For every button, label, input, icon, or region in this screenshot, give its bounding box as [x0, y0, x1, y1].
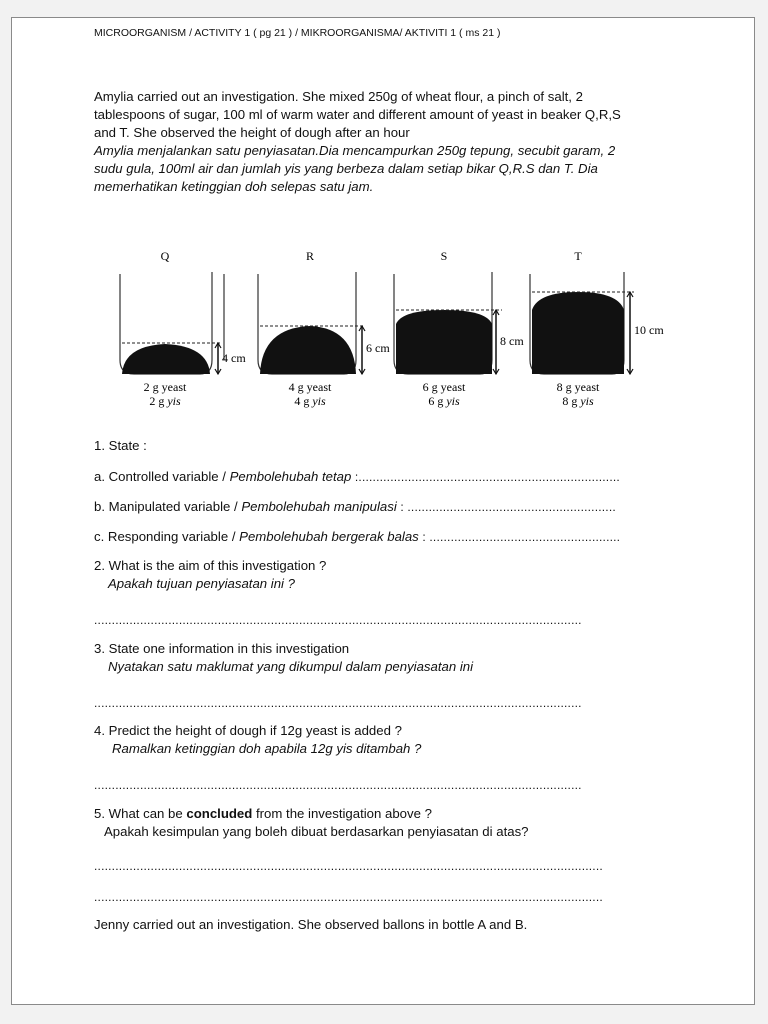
beaker-t-label: T [574, 249, 582, 263]
q1c-answer-field[interactable]: : ...................................................... [418, 530, 621, 544]
beaker-q-yeast-ms-word: yis [167, 394, 181, 408]
q1-title: 1. State : [94, 438, 147, 453]
q5-bold: concluded [186, 806, 253, 821]
beaker-figure [112, 240, 672, 420]
q1a-answer-field[interactable]: :.......................................................................... [351, 470, 620, 484]
beaker-s-yeast-en: 6 g yeast [422, 380, 466, 394]
q1b-line [94, 498, 616, 516]
q1b-prefix: b. Manipulated variable / [94, 499, 242, 514]
q2-answer-field[interactable]: .......................................................................................................................................... [94, 613, 582, 627]
intro-en-line-2: tablespoons of sugar, 100 ml of warm water and different amount of yeast in beaker Q,R,S [94, 107, 621, 122]
intro-ms-line-3: memerhatikan ketinggian doh selepas satu jam. [94, 179, 374, 194]
page-header: MICROORGANISM / ACTIVITY 1 ( pg 21 ) / MIKROORGANISMA/ AKTIVITI 1 ( ms 21 ) [94, 27, 501, 39]
beaker-r-yeast-en: 4 g yeast [288, 380, 332, 394]
q4-en: 4. Predict the height of dough if 12g yeast is added ? [94, 723, 402, 738]
beaker-q-height: 4 cm [222, 351, 246, 365]
beaker-s-label: S [440, 249, 448, 263]
q1b-answer-field[interactable]: : ........................................................... [396, 500, 616, 514]
q3-answer-field[interactable]: .......................................................................................................................................... [94, 696, 582, 710]
q5-answer-field-1[interactable]: ................................................................................................................................................ [94, 859, 603, 873]
q1b-ms: Pembolehubah manipulasi [241, 499, 397, 514]
q2-en: 2. What is the aim of this investigation ? [94, 558, 327, 573]
q4-ms: Ramalkan ketinggian doh apabila 12g yis ditambah ? [112, 741, 422, 756]
beaker-t-yeast-en: 8 g yeast [556, 380, 600, 394]
beaker-q-yeast-ms-num: 2 g [149, 394, 165, 408]
beaker-r-height: 6 cm [366, 341, 390, 355]
worksheet-page [11, 17, 755, 1005]
beaker-r-label: R [305, 249, 315, 263]
intro-ms-line-2: sudu gula, 100ml air dan jumlah yis yang berbeza dalam setiap bikar Q,R.S dan T. Dia [94, 161, 598, 176]
intro-en-line-3: and T. She observed the height of dough after an hour [94, 125, 410, 140]
q3-ms: Nyatakan satu maklumat yang dikumpul dalam penyiasatan ini [108, 659, 474, 674]
beaker-t [530, 249, 664, 408]
q1a-line [94, 468, 620, 486]
beaker-t-yeast-ms-num: 8 g [562, 394, 578, 408]
beaker-t-yeast-ms-word: yis [580, 394, 594, 408]
q5-pre: 5. What can be [94, 806, 187, 821]
svg-text:6 g yis [428, 394, 460, 408]
dough-q [122, 344, 210, 374]
beaker-r-yeast-ms-word: yis [312, 394, 326, 408]
beaker-r [258, 249, 390, 408]
beaker-r-yeast-ms-num: 4 g [294, 394, 310, 408]
q5-en [94, 805, 432, 823]
q2-ms: Apakah tujuan penyiasatan ini ? [108, 576, 295, 591]
q1c-ms: Pembolehubah bergerak balas [239, 529, 419, 544]
q1a-prefix: a. Controlled variable / [94, 469, 230, 484]
q1a-ms: Pembolehubah tetap [229, 469, 352, 484]
intro-en-line-1: Amylia carried out an investigation. She mixed 250g of wheat flour, a pinch of salt, 2 [94, 89, 583, 104]
beaker-q [120, 249, 246, 408]
beaker-t-height: 10 cm [634, 323, 664, 337]
svg-text:2 g yis [149, 394, 181, 408]
q5-answer-field-2[interactable]: ................................................................................................................................................ [94, 890, 603, 904]
dough-r [260, 326, 356, 374]
q4-answer-field[interactable]: .......................................................................................................................................... [94, 778, 582, 792]
q1c-prefix: c. Responding variable / [94, 529, 240, 544]
intro-ms-line-1: Amylia menjalankan satu penyiasatan.Dia mencampurkan 250g tepung, secubit garam, 2 [94, 143, 616, 158]
q1c-line [94, 528, 620, 546]
q3-en: 3. State one information in this investigation [94, 641, 350, 656]
q5-post: from the investigation above ? [252, 806, 432, 821]
dough-s [396, 310, 492, 374]
q5-ms: Apakah kesimpulan yang boleh dibuat berdasarkan penyiasatan di atas? [104, 824, 529, 839]
beaker-s [394, 249, 524, 408]
dough-t [532, 292, 624, 374]
svg-text:8 g yis [562, 394, 594, 408]
beaker-s-yeast-ms-num: 6 g [428, 394, 444, 408]
footer-text: Jenny carried out an investigation. She observed ballons in bottle A and B. [94, 917, 528, 932]
beaker-s-height: 8 cm [500, 334, 524, 348]
svg-text:4 g yis [294, 394, 326, 408]
beaker-q-yeast-en: 2 g yeast [143, 380, 187, 394]
beaker-q-label: Q [160, 249, 170, 263]
beaker-s-yeast-ms-word: yis [446, 394, 460, 408]
